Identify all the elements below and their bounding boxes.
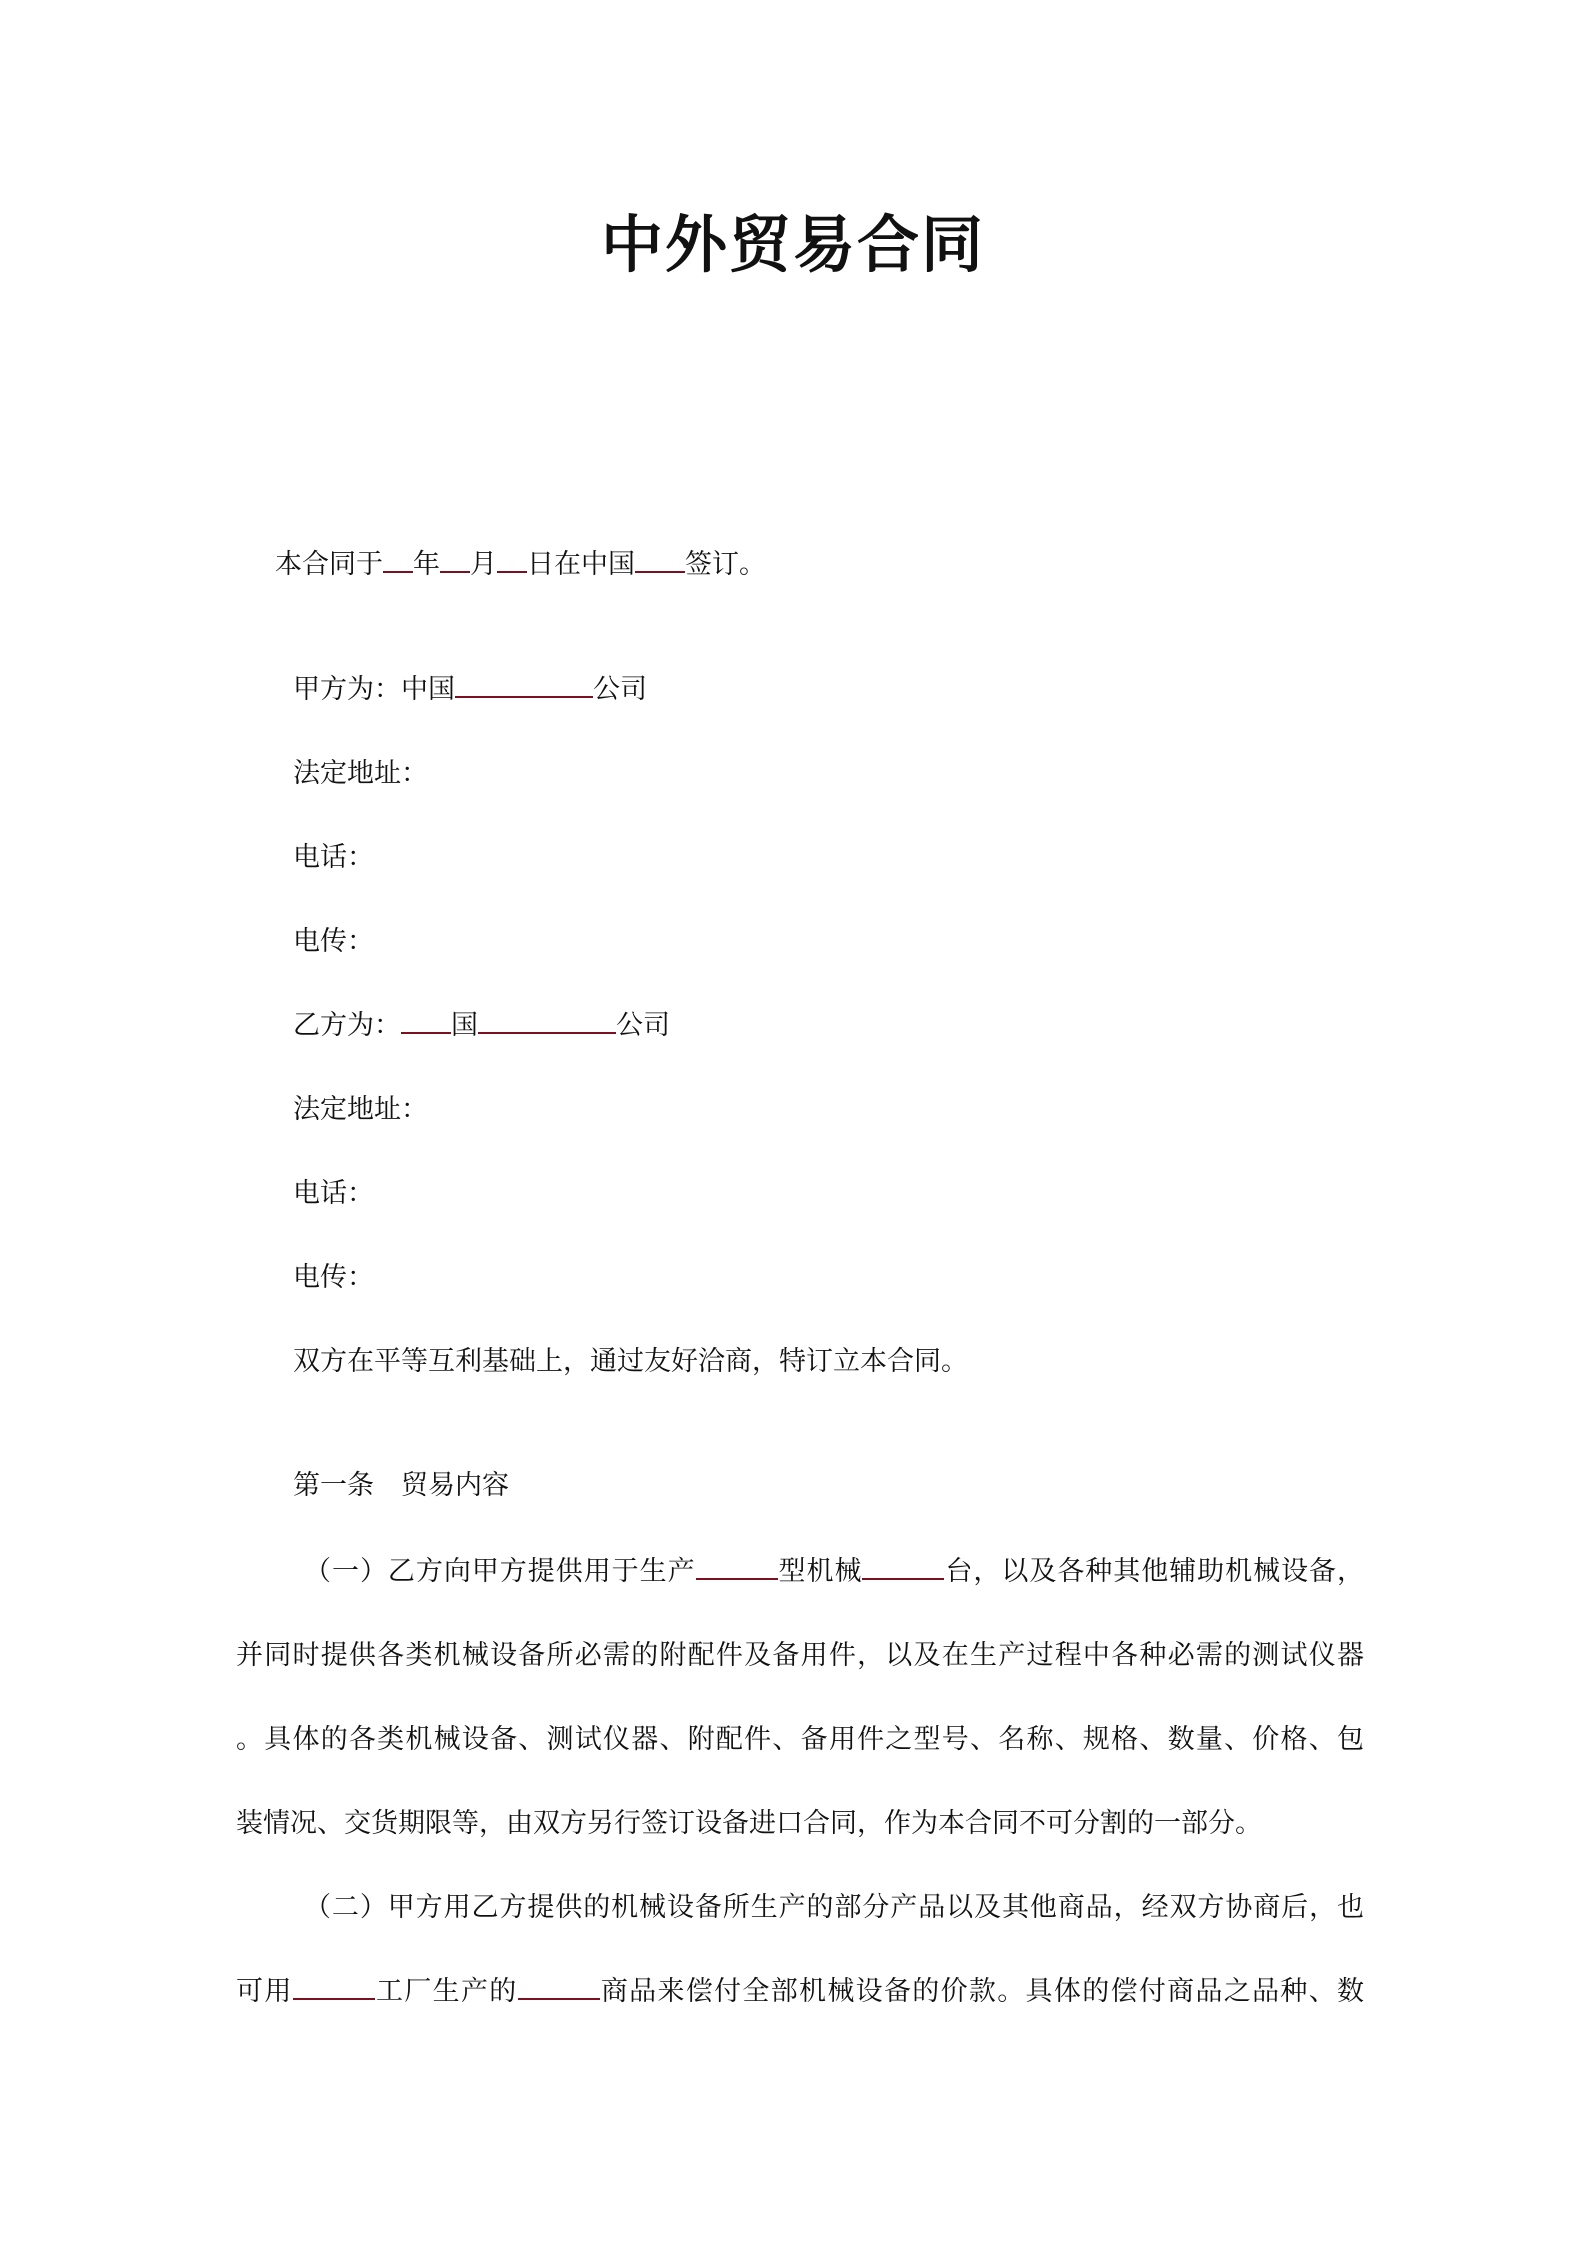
preamble: 双方在平等互利基础上，通过友好洽商，特订立本合同。 bbox=[293, 1346, 968, 1377]
intro-text-2: 年 bbox=[413, 549, 440, 580]
clause-1-text-c: 台，以及各种其他辅助机械设备， bbox=[944, 1556, 1365, 1587]
clause-2-line-1: （二）甲方用乙方提供的机械设备所生产的部分产品以及其他商品，经双方协商后，也 bbox=[304, 1892, 1364, 1923]
party-b-suffix: 公司 bbox=[616, 1010, 670, 1041]
article-1-heading: 第一条 贸易内容 bbox=[293, 1470, 509, 1501]
month-blank[interactable] bbox=[440, 545, 470, 573]
clause-1-line-2: 并同时提供各类机械设备所必需的附配件及备用件，以及在生产过程中各种必需的测试仪器 bbox=[236, 1640, 1364, 1671]
party-b-company-blank[interactable] bbox=[478, 1006, 616, 1034]
party-b-country-blank[interactable] bbox=[401, 1006, 451, 1034]
article-1-clause-1 bbox=[236, 1530, 1364, 1866]
intro-text-5: 签订。 bbox=[685, 549, 766, 580]
party-b-line bbox=[293, 1006, 670, 1046]
clause-2-line-2 bbox=[236, 1950, 1364, 2034]
clause-1-text-b: 型机械 bbox=[777, 1556, 863, 1587]
document-title: 中外贸易合同 bbox=[600, 208, 985, 281]
party-a-line bbox=[293, 670, 647, 710]
party-b-address: 法定地址： bbox=[293, 1094, 428, 1125]
place-blank[interactable] bbox=[635, 545, 685, 573]
clause-1-line-1 bbox=[236, 1530, 1364, 1614]
party-b-mid: 国 bbox=[451, 1010, 478, 1041]
day-blank[interactable] bbox=[497, 545, 527, 573]
party-a-company-blank[interactable] bbox=[455, 670, 593, 698]
intro-text-4: 日在中国 bbox=[527, 549, 635, 580]
machine-model-blank[interactable] bbox=[696, 1552, 778, 1580]
party-a-label: 甲方为：中国 bbox=[293, 674, 455, 705]
party-a-address: 法定地址： bbox=[293, 758, 428, 789]
clause-2-text-c: 商品来偿付全部机械设备的价款。具体的偿付商品之品种、数 bbox=[599, 1976, 1365, 2007]
signing-line bbox=[275, 545, 766, 585]
party-a-fax: 电传： bbox=[293, 926, 374, 957]
party-b-label: 乙方为： bbox=[293, 1010, 401, 1041]
clause-1-text-a: （一）乙方向甲方提供用于生产 bbox=[304, 1556, 696, 1587]
clause-2-text-a: 可用 bbox=[236, 1976, 293, 2007]
article-1-clause-2 bbox=[236, 1866, 1364, 2034]
party-b-phone: 电话： bbox=[293, 1178, 374, 1209]
party-a-suffix: 公司 bbox=[593, 674, 647, 705]
party-b-fax: 电传： bbox=[293, 1262, 374, 1293]
year-blank[interactable] bbox=[383, 545, 413, 573]
machine-quantity-blank[interactable] bbox=[862, 1552, 944, 1580]
clause-1-line-3: 。具体的各类机械设备、测试仪器、附配件、备用件之型号、名称、规格、数量、价格、包 bbox=[236, 1724, 1364, 1755]
intro-text-3: 月 bbox=[470, 549, 497, 580]
intro-text-1: 本合同于 bbox=[275, 549, 383, 580]
party-a-phone: 电话： bbox=[293, 842, 374, 873]
clause-2-text-b: 工厂生产的 bbox=[374, 1976, 518, 2007]
commodity-blank[interactable] bbox=[518, 1972, 600, 2000]
clause-1-line-4: 装情况、交货期限等，由双方另行签订设备进口合同，作为本合同不可分割的一部分。 bbox=[236, 1808, 1262, 1839]
factory-blank[interactable] bbox=[293, 1972, 375, 2000]
